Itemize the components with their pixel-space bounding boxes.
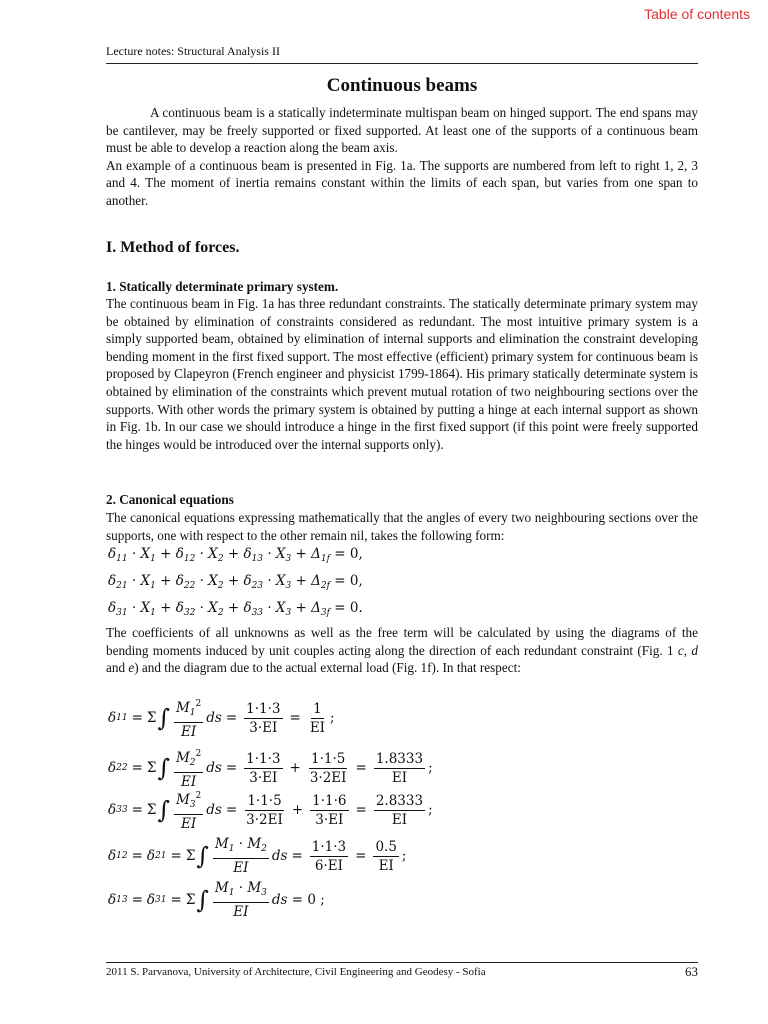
intro-paragraphs [106,104,698,210]
intro-p2: An example of a continuous beam is presented in Fig. 1a. The supports are numbered from left to right 1, 2, 3 and 4. The moment of inertia remains constant within the limits of each span, but varies from one span to another. [106,157,698,208]
page-number: 63 [685,964,698,979]
subheading-primary-system: 1. Statically determinate primary system. [106,279,339,294]
equation-2-rhs: = 0, [334,573,363,589]
running-head: Lecture notes: Structural Analysis II [106,44,280,58]
subheading-canonical-equations: 2. Canonical equations [106,492,234,507]
equation-3-rhs: = 0. [334,600,363,616]
equation-1-rhs: = 0, [334,546,363,562]
coefficient-delta-13: δ 13 = δ 31 = Σ ∫ $\frac{M_1 \cdot M_3}{EI}$ ds = 0 ; [108,880,325,920]
canonical-equation-3: $\delta_{31} \cdot X_1 + \delta_{32} \cdot X_2 + \delta_{33} \cdot X_3 + \Delta_{3f} = 0$. [108,600,363,618]
coefficients-text: The coefficients of all unknowns as well as the free term will be calculated by using the diagrams of the bending moments induced by unit couples acting along the direction of each redundant constraint (Fig. 1 c, d and e) and the diagram due to the actual external load (Fig. 1f). In that respect: [106,625,698,676]
footer-credit: 2011 S. Parvanova, University of Architecture, Civil Engineering and Geodesy - Sofia [106,966,486,978]
canonical-equation-1: $\delta_{11} \cdot X_1 + \delta_{12} \cdot X_2 + \delta_{13} \cdot X_3 + \Delta_{1f} = 0$, [108,546,363,564]
coefficient-delta-12: δ 12 = δ 21 = Σ ∫ $\frac{M_1 \cdot M_2}{EI}$ ds = $\frac{1\cdot 1\cdot 3}{6\cdot EI}$ = $\frac{0.5}{EI}$ ; [108,836,407,876]
canonical-equation-2: $\delta_{21} \cdot X_1 + \delta_{22} \cdot X_2 + \delta_{23} \cdot X_3 + \Delta_{2f} = 0$, [108,573,363,591]
intro-p1: A continuous beam is a statically indeterminate multispan beam on hinged support. The end spans may be cantilever, may be freely supported or fixed supported. At least one of the supports of a continuous beam must be able to develop a reaction along the beam axis. [106,105,698,156]
footer-rule [106,962,698,963]
coefficient-delta-22: δ 22 = Σ ∫ $\frac{M_2^2}{EI}$ ds = $\frac{1\cdot 1\cdot 3}{3\cdot EI}$ + $\frac{1\cdot 1\cdot 5}{3\cdot 2EI}$ = $\frac{1.8333}{EI}$ ; [108,744,433,792]
canonical-equations-text: The canonical equations expressing mathematically that the angles of every two neighbouring sections over the supports, one with respect to the other remain nil, takes the following form: [106,510,698,543]
coefficient-delta-11: δ 11 = Σ ∫ $\frac{M_1^2}{EI}$ ds = $\frac{1\cdot 1\cdot 3}{3\cdot EI}$ = $\frac{1}{EI}$ ; [108,694,335,742]
header-rule [106,63,698,64]
section-heading-method-of-forces: I. Method of forces. [106,239,240,256]
primary-system-text: The continuous beam in Fig. 1a has three redundant constraints. The statically determinate primary system may be obtained by elimination of constraints considered as redundant. The most intuitive primary system is a simply supported beam, obtained by elimination of internal supports and elimination the constraint developing bending moment in the first fixed support. The most effective (efficient) primary system for continuous beam is proposed by Clapeyron (French engineer and physicist 1799-1864). His primary statically determinate system is obtained by elimination of the constraints which prevent mutual rotation of two neighbouring sections over the supports. With other words the primary system is obtained by putting a hinge at each internal support as shown in Fig. 1b. In our case we should introduce a hinge in the first fixed support (if this point were freely supported the hinges would be introduced over the internal supports only). [106,296,698,452]
table-of-contents-link[interactable]: Table of contents [644,6,750,22]
page-title: Continuous beams [326,75,478,96]
coefficient-delta-33: δ 33 = Σ ∫ $\frac{M_3^2}{EI}$ ds = $\frac{1\cdot 1\cdot 5}{3\cdot 2EI}$ + $\frac{1\cdot 1\cdot 6}{3\cdot EI}$ = $\frac{2.8333}{EI}$ ; [108,786,433,834]
